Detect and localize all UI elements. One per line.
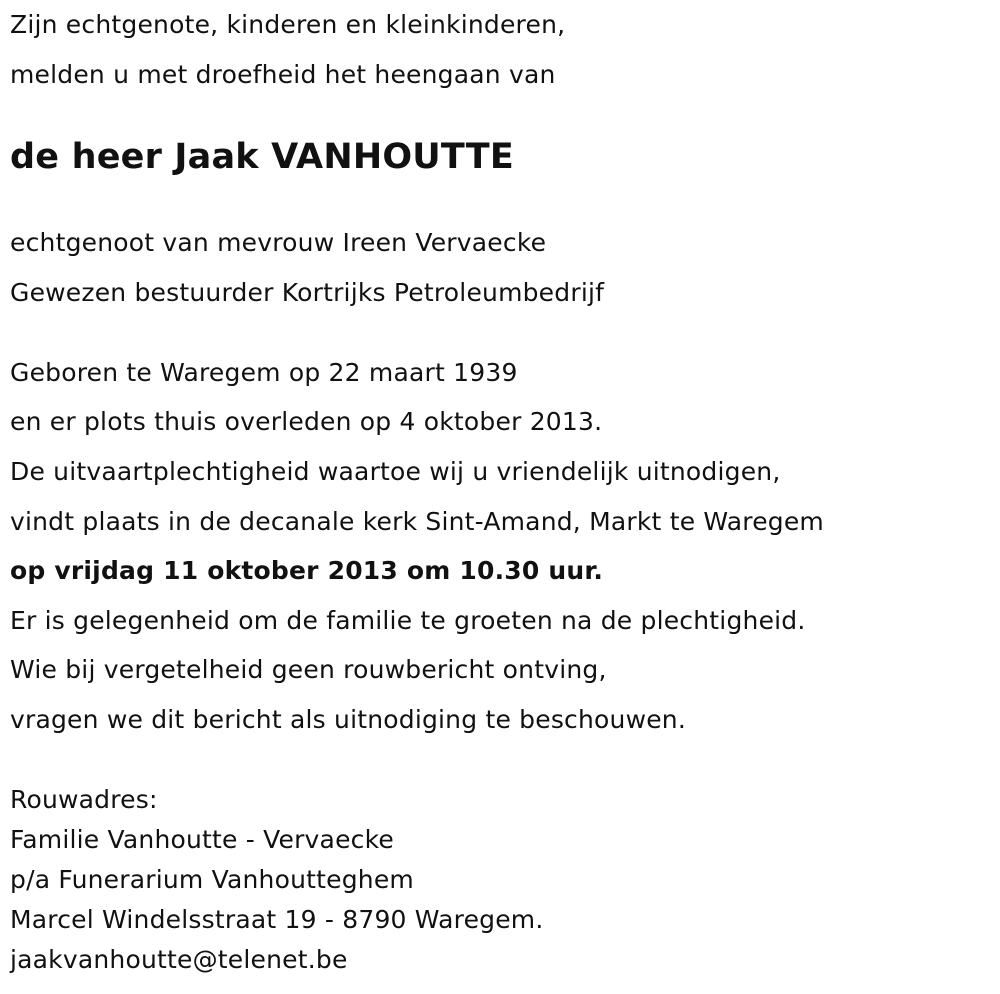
address-family: Familie Vanhoutte - Vervaecke [10, 825, 394, 854]
death-line: en er plots thuis overleden op 4 oktober 2013. [10, 407, 603, 436]
occupation-line: Gewezen bestuurder Kortrijks Petroleumbedrijf [10, 278, 605, 307]
ceremony-place-line: vindt plaats in de decanale kerk Sint-Amand, Markt te Waregem [10, 507, 824, 536]
address-label: Rouwadres: [10, 785, 158, 814]
ceremony-time-line: op vrijdag 11 oktober 2013 om 10.30 uur. [10, 556, 604, 585]
contact-email: jaakvanhoutte@telenet.be [10, 945, 348, 974]
spouse-line: echtgenoot van mevrouw Ireen Vervaecke [10, 228, 547, 257]
deceased-name: de heer Jaak VANHOUTTE [10, 137, 514, 177]
note-line-2: vragen we dit bericht als uitnodiging te beschouwen. [10, 705, 687, 734]
ceremony-intro-line: De uitvaartplechtigheid waartoe wij u vriendelijk uitnodigen, [10, 457, 781, 486]
intro-line-1: Zijn echtgenote, kinderen en kleinkinderen, [10, 10, 566, 39]
note-line-1: Wie bij vergetelheid geen rouwbericht ontving, [10, 655, 607, 684]
intro-line-2: melden u met droefheid het heengaan van [10, 60, 556, 89]
birth-line: Geboren te Waregem op 22 maart 1939 [10, 358, 518, 387]
address-street: Marcel Windelsstraat 19 - 8790 Waregem. [10, 905, 544, 934]
address-care-of: p/a Funerarium Vanhoutteghem [10, 865, 414, 894]
greeting-line: Er is gelegenheid om de familie te groeten na de plechtigheid. [10, 606, 806, 635]
